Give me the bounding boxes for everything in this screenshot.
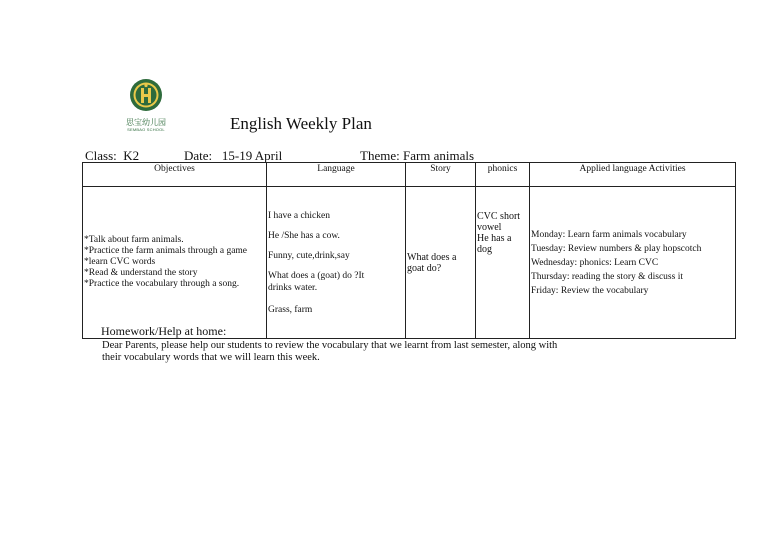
list-item: What does a (goat) do ?It — [268, 270, 365, 281]
list-item: Funny, cute,drink,say — [268, 250, 350, 261]
table-row — [83, 187, 736, 339]
header-phonics: phonics — [476, 163, 530, 187]
date-value: 15-19 April — [221, 148, 283, 163]
language-cell — [267, 187, 406, 339]
activities-cell — [530, 187, 736, 339]
phonics-cell — [476, 187, 530, 339]
list-item: vowel — [477, 222, 502, 233]
list-item: Wednesday: phonics: Learn CVC — [531, 257, 659, 268]
list-item: *Practice the vocabulary through a song. — [84, 279, 240, 289]
list-item: He has a dog — [477, 233, 512, 255]
list-item: Tuesday: Review numbers & play hopscotch — [531, 243, 702, 254]
header-activities: Applied language Activities — [530, 163, 736, 187]
homework-body — [102, 340, 592, 364]
header-objectives: Objectives — [83, 163, 267, 187]
homework-line: Dear Parents, please help our students to review the vocabulary that we learnt from last semester, along with — [102, 340, 558, 351]
page-title: English Weekly Plan — [230, 114, 372, 133]
list-item: Monday: Learn farm animals vocabulary — [531, 229, 687, 240]
list-item: *Practice the farm animals through a game — [84, 246, 248, 256]
homework-title: Homework/Help at home: — [101, 324, 227, 338]
logo-caption-cn: 思宝幼儿园 — [126, 118, 166, 127]
objectives-cell — [83, 187, 267, 339]
logo-caption-en: SEMBAO SCHOOL — [127, 127, 165, 132]
list-item: CVC short — [477, 211, 521, 222]
theme-label: Theme: — [360, 148, 400, 163]
list-item: goat do? — [407, 262, 442, 274]
list-item: *learn CVC words — [84, 257, 156, 267]
table-header-row — [83, 163, 736, 187]
list-item: *Talk about farm animals. — [84, 235, 184, 245]
header-language: Language — [267, 163, 406, 187]
list-item: Friday: Review the vocabulary — [531, 285, 649, 296]
list-item: Grass, farm — [268, 304, 313, 315]
list-item: Thursday: reading the story & discuss it — [531, 271, 683, 282]
logo-caption — [116, 118, 176, 132]
class-label: Class: — [85, 148, 117, 163]
story-cell — [406, 187, 476, 339]
list-item: *Read & understand the story — [84, 268, 198, 278]
date-label: Date: — [184, 148, 213, 163]
homework-line: their vocabulary words that we will learn this week. — [102, 352, 320, 363]
header-story: Story — [406, 163, 476, 187]
list-item: drinks water. — [268, 282, 318, 293]
weekly-plan-table — [82, 162, 736, 339]
list-item: He /She has a cow. — [268, 230, 340, 241]
list-item: What does a — [407, 251, 457, 263]
theme-value: Farm animals — [402, 148, 475, 163]
class-value: K2 — [123, 148, 140, 163]
list-item: I have a chicken — [268, 210, 330, 221]
